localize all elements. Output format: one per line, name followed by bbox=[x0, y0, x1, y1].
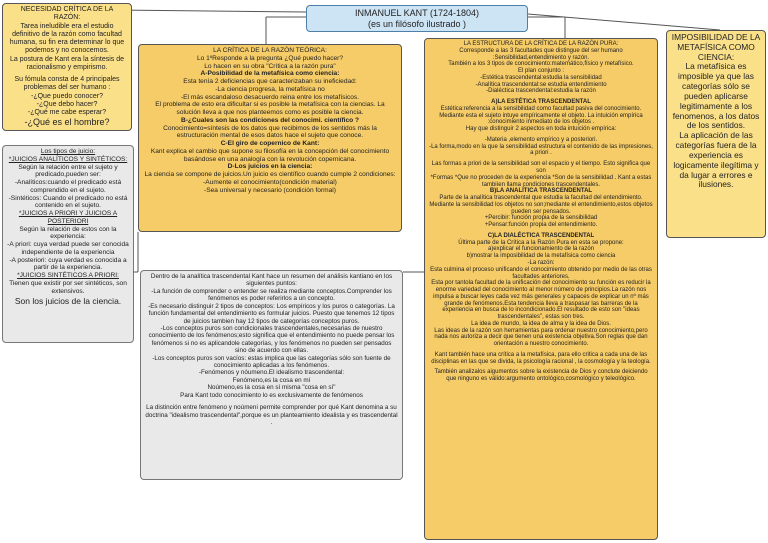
necesidad-p2: La postura de Kant era la síntesis de racionalismo y empirismo. bbox=[9, 55, 125, 71]
analitica-box bbox=[140, 270, 403, 480]
critica-box bbox=[138, 44, 402, 232]
analitica-p8: Noúmeno,es la cosa en sí misma "cosa en sí" bbox=[207, 384, 336, 392]
title-line1: INMANUEL KANT (1724-1804) bbox=[354, 8, 480, 18]
estructura-a5: Las formas a priori de la sensibilidad son el espacio y el tiempo. Esto significa que son bbox=[431, 161, 651, 175]
imposibilidad-box bbox=[666, 30, 766, 238]
necesidad-p1: Tarea ineludible era el estudio definitivo de la razón como facultad humana, su fin era determinar lo que podemos y no conocemos. bbox=[9, 22, 125, 55]
critica-d3: -Sea universal y necesario (condición formal) bbox=[204, 186, 336, 194]
analitica-p4: -Los conceptos puros son condicionales trascendentales,necesarias de nuestro conocimiento de los fenómenos;esto significa que el entendimiento no puede pensar los fenómenos si no es aplicandole categorías, y los fenómenos no pueden ser pensados sino de acuerdo con ellas. bbox=[148, 324, 395, 355]
critica-a2: -La ciencia progresa, la metafísica no bbox=[215, 85, 325, 93]
critica-c1: Kant explica el cambio que supone su filosofía en la concepción del conocimiento basándose en una analogía con la revolución copernicana. bbox=[150, 147, 390, 163]
estructura-i2: También a los 3 tipos de conocimiento:matemático,físico y metafísico. bbox=[448, 61, 634, 68]
analitica-p10: La distinción entre fenómeno y noúmeni permite comprender por qué Kant denomina a su doctrina "idealismo trascendental",porque es un planteamiento idealista y es trascendental . bbox=[145, 404, 398, 427]
estructura-a1: Estética:referencia a la sensibilidad como facultad pasiva del conocimiento. Mediante esta el sujeto intuye empíricamente el objeto. La intuición empírica :conocimiento inmediato de los objetos . bbox=[439, 105, 643, 126]
critica-d2: -Aumente el conocimiento(condición material) bbox=[203, 179, 337, 187]
estructura-c9: Kant también hace una crítica a la metafísica, para ello critica a cada una de las disciplinas en las que se divida, la psicología racional , la cosmología y la teología. bbox=[431, 351, 651, 365]
juicios-s3: *JUICIOS SINTÉTICOS A PRIORI: bbox=[17, 272, 119, 280]
estructura-b3: +Percibir: función propia de la sensibilidad bbox=[484, 215, 598, 222]
estructura-heading: LA ESTRUCTURA DE LA CRÍTICA DE LA RAZÓN PURA: bbox=[463, 41, 619, 47]
imposibilidad-heading: IMPOSIBILIDAD DE LA METAFÍSICA COMO CIENCIA: bbox=[671, 32, 761, 62]
critica-a-title: A-Posibilidad de la metafísica como ciencia: bbox=[200, 70, 340, 78]
critica-b-title: B-¿Cuales son las condiciones del conocimi. científico ? bbox=[180, 116, 360, 124]
juicios-p6: -A posteriori: cuya verdad es conocida a partir de la experiencia. bbox=[9, 256, 127, 272]
estructura-a4: -La forma,modo en la que la sensibilidad estructura el contenido de las impresiones, a priori . bbox=[429, 143, 653, 157]
critica-c-title: C-El giro de copernico de Kant: bbox=[220, 140, 320, 148]
critica-l2: Lo hacen en su obra "Crítica a la razón pura" bbox=[204, 62, 336, 70]
critica-l1: Lo 1ºResponde a la pregunta ¿Qué puedo hacer? bbox=[196, 54, 344, 62]
title-line2: (es un filósofo ilustrado ) bbox=[367, 18, 467, 29]
critica-d-title: D-Los juicios en la ciencia: bbox=[227, 163, 313, 171]
imposibilidad-p1: La metafísica es imposible ya que las categorías sólo se pueden aplicarse legitimamente a los fenomenos, a los datos de los sentidos. bbox=[672, 61, 760, 131]
necesidad-q4: -¿Qué es el hombre? bbox=[24, 117, 110, 128]
critica-b1: Conocimiento=síntesis de los datos que recibimos de los sentidos más la estructuración mental de esos datos hace el sujeto que conoce. bbox=[163, 124, 377, 140]
juicios-p2: -Analíticos:cuando el predicado está comprendido en el sujeto. bbox=[14, 179, 122, 194]
necesidad-heading: NECESIDAD CRÍTICA DE LA RAZÓN: bbox=[20, 6, 114, 22]
juicios-p1: Según la relación entre el sujeto y predicado,pueden ser: bbox=[18, 163, 118, 179]
necesidad-q3: -¿Qué me cabe esperar? bbox=[27, 109, 107, 116]
estructura-c1: Última parte de la Crítica a la Razón Pura en esta se propone: bbox=[458, 239, 624, 246]
juicios-p8: Son los juicios de la ciencia. bbox=[14, 295, 122, 306]
analitica-p9: Para Kant todo conocimiento lo es exclusivamente de fenómenos bbox=[180, 391, 363, 399]
critica-a1: Esta tenía 2 deficiencias que caracterizaban su ineficiedad: bbox=[183, 78, 357, 86]
critica-d1: La ciencia se compone de juicios.Un juicio es científico cuando cumple 2 condiciones: bbox=[144, 171, 396, 179]
critica-a4: El problema de esto era dificultar si es posible la metafísica con la ciencias. La solución lleva a que nos planteemos como es posible la ciencia. bbox=[155, 101, 385, 117]
estructura-b1: Parte de la analítica trascendental que estudia la facultad del entendimiento. bbox=[439, 195, 643, 202]
critica-a3: -El más escandaloso desacuerdo reina entre los metafísicos. bbox=[180, 93, 360, 101]
analitica-p5: -Los conceptos puros son vacíos: estas implica que las categorías sólo son fuente de conocimiento aplicadas a los fenómenos. bbox=[152, 354, 391, 370]
imposibilidad-p2: La aplicación de las categorías fuera de la experiencia es logicamente ilegítima y da lugar a errores e ilusiones. bbox=[673, 130, 759, 190]
estructura-i4: -Estética trascendental:estudia la sensibilidad bbox=[480, 74, 602, 81]
estructura-i6: -Dialéctica trascendental:estudia la razón bbox=[486, 88, 596, 95]
juicios-p4: Según la relación de estos con la experiencia: bbox=[19, 225, 117, 241]
estructura-b-title: B)LA ANALÍTICA TRASCENDENTAL bbox=[489, 188, 593, 195]
juicios-p7: Tienen que existir por ser sintéticos, son extensivos. bbox=[9, 280, 127, 295]
estructura-c7: La idea de mundo, la idea de alma y la idea de Dios. bbox=[471, 320, 611, 327]
estructura-a2: Hay que distinguir 2 aspectos en toda intuición empírica: bbox=[465, 126, 617, 133]
juicios-box bbox=[2, 145, 134, 343]
juicios-p3: -Sintéticos: Cuando el predicado no está contenido en el sujeto. bbox=[8, 194, 128, 210]
juicios-heading: Los tipos de juicio: bbox=[40, 148, 96, 155]
juicios-s1: *JUICIOS ANALÍTICOS Y SINTÉTICOS: bbox=[8, 155, 128, 163]
estructura-i5: -Analítica trascendental:se estudia entendimiento bbox=[475, 81, 607, 88]
estructura-i3: El plan conjunto : bbox=[517, 68, 565, 75]
analitica-p6: -Fenómenos y nóumeno.El idealismo trascendental: bbox=[198, 369, 345, 377]
analitica-p3: -Es necesario distinguir 2 tipos de conceptos: Los empíricos y los puros o categorías. La función fundamental del entendimiento es formular juicios. Puesto que tenemos 12 tipos de juicios tambien hay 12 tipos de categorías conceptos puros. bbox=[148, 302, 395, 325]
title-box bbox=[306, 5, 528, 32]
necesidad-q2: -¿Que debo hacer? bbox=[36, 100, 98, 108]
estructura-c5: Esta culmina el proceso unificando el conocimiento obtenido por medio de las otras facultades anteriores. bbox=[430, 266, 652, 280]
analitica-p7: Fenómeno,es la cosa en mí bbox=[232, 376, 311, 384]
estructura-box bbox=[424, 38, 658, 540]
necesidad-q1: -¿Que puedo conocer? bbox=[31, 92, 103, 100]
necesidad-box bbox=[2, 3, 132, 131]
estructura-b2: Mediante la sensibilidad los objetos no son;mediante el entendimiento,estos objetos pueden ser pensados. bbox=[429, 201, 653, 215]
estructura-a3: -Materia ,elemento empírico y a posteriori. bbox=[484, 136, 598, 143]
estructura-c6: Esta por tantola facultad de la unificación del conocimiento su función es reducir la enorme variedad del conocimiento al menor número de principios.La razón nos impulsa a buscar leyes cada vez más generales y capaces de explicar un nº más grande de fenómenos.Esta tendencia lleva a traspasar las barreras de la experiencia en busca de lo incondicionado.El resultado de esto son "ideas trascendentales", estas son tres. bbox=[431, 280, 651, 321]
estructura-c-title: C)LA DIALÉCTICA TRASCENDENTAL bbox=[487, 232, 595, 239]
critica-heading: LA CRÍTICA DE LA RAZÓN TEÓRICA: bbox=[213, 47, 327, 54]
estructura-a-title: A)LA ESTÉTICA TRASCENDENTAL bbox=[491, 99, 591, 106]
juicios-s2: *JUICIOS A PRIORI Y JUICIOS A POSTERIORI bbox=[18, 210, 118, 225]
estructura-c2: a)explicar el funcionamiento de la razón bbox=[487, 246, 595, 253]
juicios-p5: -A priori: cuya verdad puede ser conocida independiente de la experiencia bbox=[7, 241, 129, 256]
analitica-p1: Dentro de la analítica trascendental Kant hace un resumen del análisis kantiano en los siguientes puntos: bbox=[150, 273, 393, 288]
estructura-i1: Corresponde a las 3 facultades que distingue del ser humano :Sensibilidad,entendimiento y razón. bbox=[459, 47, 623, 61]
analitica-p2: -La función de comprender o entender se realiza mediante conceptos.Comprender los fenómenos es poder referirlos a un concepto. bbox=[151, 287, 392, 303]
estructura-c3: b)mostrar la imposibilidad de la metafísica como ciencia bbox=[466, 253, 616, 260]
estructura-a6: *Formas *Que no proceden de la experiencia *Son de la sensibilidad . Kant a estas tambiíen llama condiciones trascendentales. bbox=[430, 174, 652, 188]
necesidad-p3: Su fómula consta de 4 principales problemas del ser humano : bbox=[14, 76, 120, 92]
estructura-c8: Las ideas de la razón son herramientas para ordenar nuestro conocimiento,pero nada nos autoriza a decir que tienen una existencia objetiva.Son reglas que dan orientación a nuestro conocimiento. bbox=[434, 327, 648, 348]
estructura-c4: -La razón: bbox=[527, 259, 555, 266]
estructura-b4: +Pensar:función propia del entendimiento. bbox=[484, 222, 598, 229]
estructura-c10: También analizalos aigumentos sobre la existencia de Dios y conclute deiciendo que ninguno es válido:argumento ontológico,cosmológico y teleológico. bbox=[434, 369, 648, 383]
